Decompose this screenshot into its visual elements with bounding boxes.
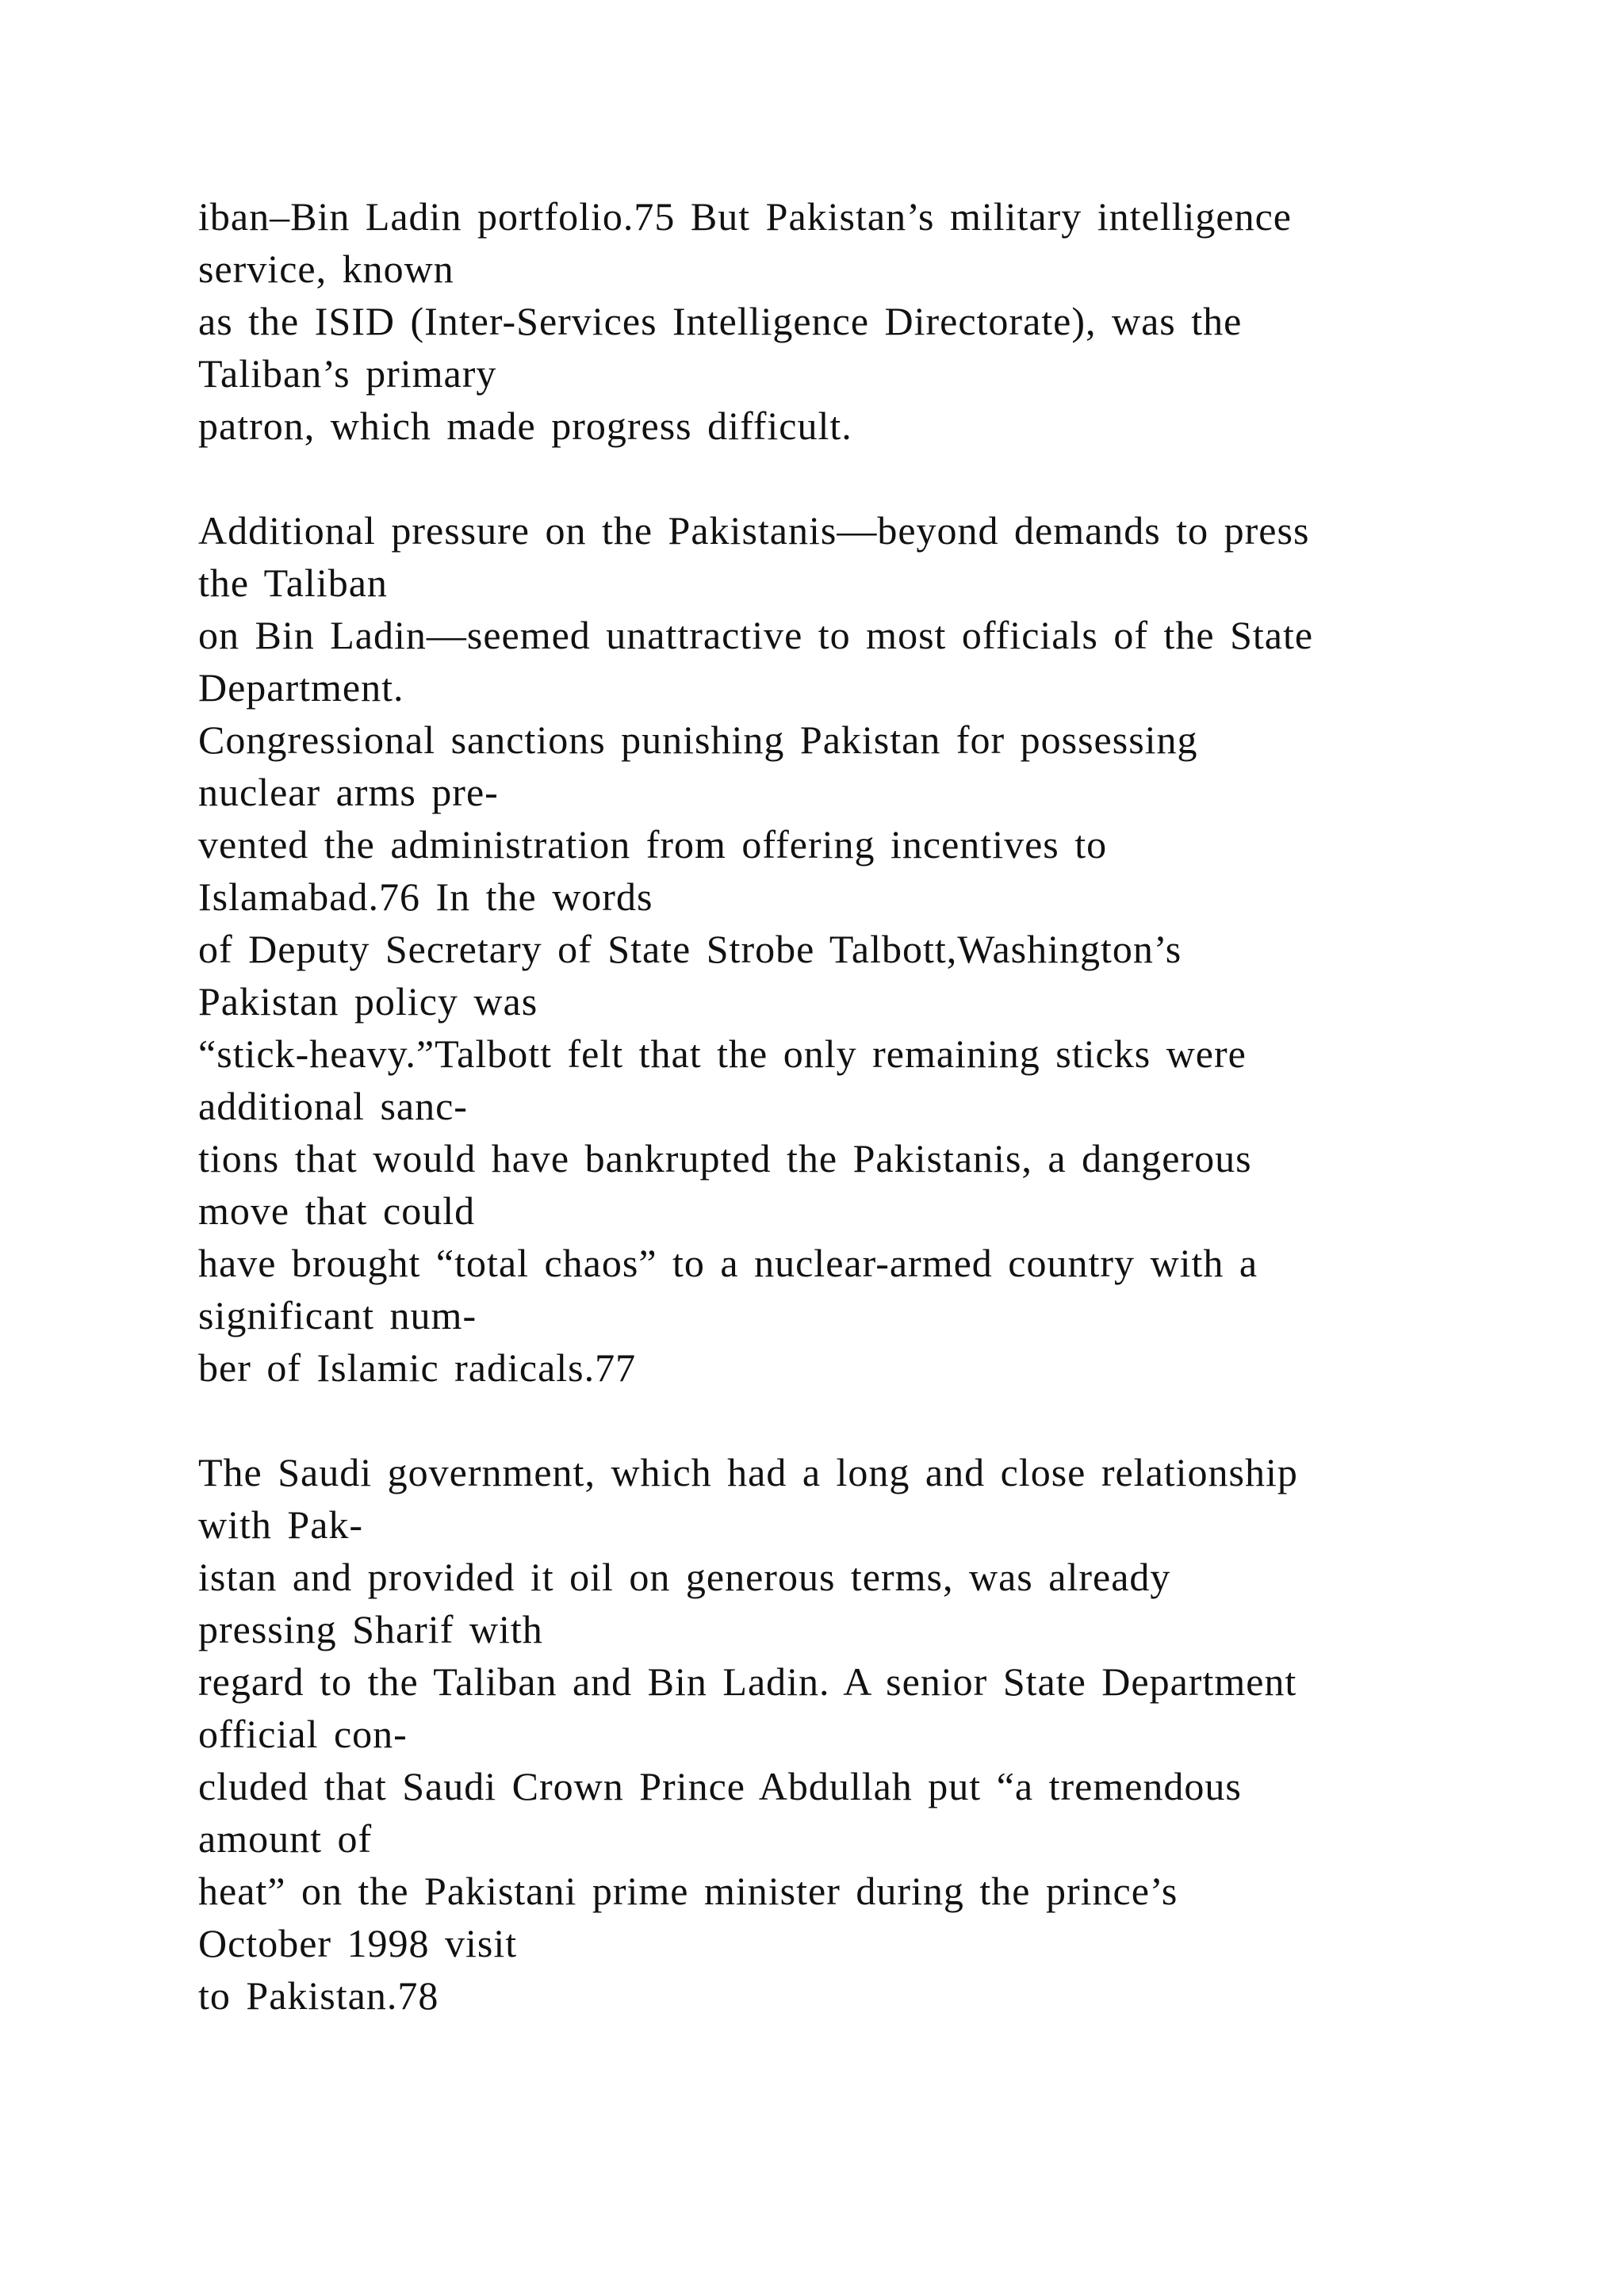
text-line: Taliban’s primary bbox=[198, 351, 497, 396]
paragraph-3 bbox=[198, 1446, 1546, 2022]
text-line: regard to the Taliban and Bin Ladin. A senior State Department bbox=[198, 1659, 1297, 1704]
text-line: ber of Islamic radicals.77 bbox=[198, 1345, 637, 1390]
text-line: as the ISID (Inter-Services Intelligence Directorate), was the bbox=[198, 299, 1243, 343]
text-line: cluded that Saudi Crown Prince Abdullah put “a tremendous bbox=[198, 1764, 1242, 1808]
text-line: heat” on the Pakistani prime minister during the prince’s bbox=[198, 1869, 1178, 1913]
text-line: nuclear arms pre- bbox=[198, 770, 499, 814]
text-line: istan and provided it oil on generous terms, was already bbox=[198, 1555, 1171, 1599]
text-line: move that could bbox=[198, 1188, 476, 1233]
text-line: vented the administration from offering incentives to bbox=[198, 822, 1108, 867]
text-line: iban–Bin Ladin portfolio.75 But Pakistan’s military intelligence bbox=[198, 194, 1292, 239]
text-line: Department. bbox=[198, 665, 404, 710]
text-line: service, known bbox=[198, 247, 454, 291]
paragraph-1 bbox=[198, 190, 1546, 452]
paragraph-gap bbox=[198, 452, 1546, 504]
text-line: Congressional sanctions punishing Pakistan for possessing bbox=[198, 718, 1198, 762]
text-line: Additional pressure on the Pakistanis—beyond demands to press bbox=[198, 508, 1310, 553]
paragraph-gap bbox=[198, 1394, 1546, 1446]
text-line: patron, which made progress difficult. bbox=[198, 404, 852, 448]
text-line: the Taliban bbox=[198, 561, 388, 605]
paragraph-2 bbox=[198, 504, 1546, 1394]
text-line: additional sanc- bbox=[198, 1084, 468, 1128]
text-line: “stick-heavy.”Talbott felt that the only remaining sticks were bbox=[198, 1031, 1247, 1076]
text-line: The Saudi government, which had a long and close relationship bbox=[198, 1450, 1298, 1494]
text-line: Pakistan policy was bbox=[198, 979, 538, 1024]
body-text bbox=[198, 190, 1546, 2022]
text-line: pressing Sharif with bbox=[198, 1607, 543, 1651]
text-line: Islamabad.76 In the words bbox=[198, 874, 653, 919]
text-line: official con- bbox=[198, 1712, 408, 1756]
text-line: amount of bbox=[198, 1816, 373, 1861]
text-line: tions that would have bankrupted the Pakistanis, a dangerous bbox=[198, 1136, 1252, 1181]
text-line: to Pakistan.78 bbox=[198, 1973, 439, 2018]
text-line: October 1998 visit bbox=[198, 1921, 518, 1965]
text-line: on Bin Ladin—seemed unattractive to most officials of the State bbox=[198, 613, 1314, 657]
text-line: significant num- bbox=[198, 1293, 477, 1337]
text-line: of Deputy Secretary of State Strobe Talbott,Washington’s bbox=[198, 927, 1182, 971]
text-line: with Pak- bbox=[198, 1502, 364, 1547]
text-line: have brought “total chaos” to a nuclear-armed country with a bbox=[198, 1241, 1258, 1285]
